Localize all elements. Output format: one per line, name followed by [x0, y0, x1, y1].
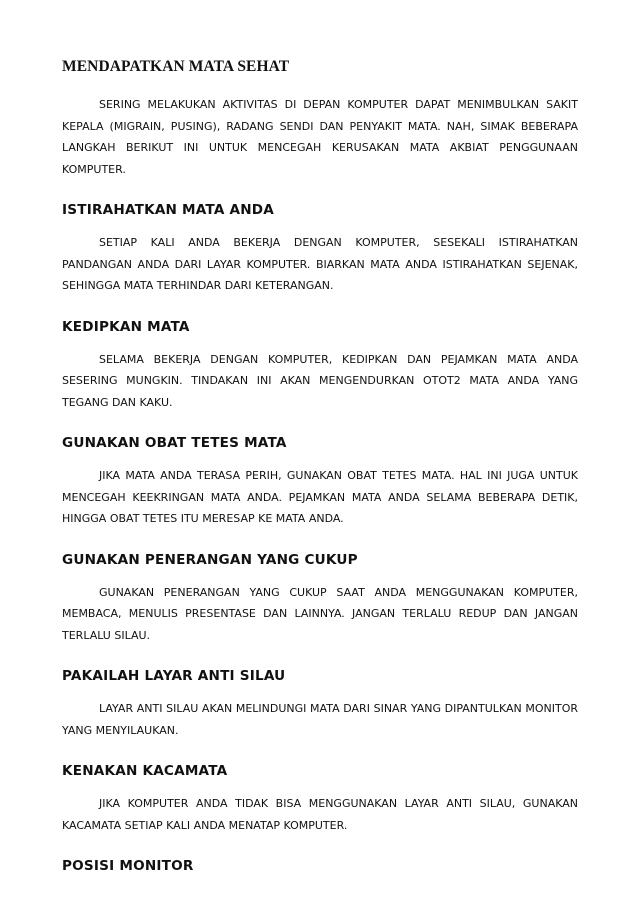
document-title: MENDAPATKAN MATA SEHAT: [62, 58, 290, 75]
section-heading-posisi-monitor: POSISI MONITOR: [62, 858, 194, 874]
section-heading-obat-tetes: GUNAKAN OBAT TETES MATA: [62, 435, 287, 451]
section-body-kacamata: JIKA KOMPUTER ANDA TIDAK BISA MENGGUNAKAN LAYAR ANTI SILAU, GUNAKAN KACAMATA SETIAP KALI ANDA MENATAP KOMPUTER.: [62, 797, 578, 832]
section-heading-istirahatkan: ISTIRAHATKAN MATA ANDA: [62, 202, 275, 218]
section-body-obat-tetes: JIKA MATA ANDA TERASA PERIH, GUNAKAN OBAT TETES MATA. HAL INI JUGA UNTUK MENCEGAH KEEKRINGAN MATA ANDA. PEJAMKAN MATA ANDA SELAMA BEBERAPA DETIK, HINGGA OBAT TETES ITU MERESAP KE MATA ANDA.: [62, 469, 578, 525]
intro-paragraph: SERING MELAKUKAN AKTIVITAS DI DEPAN KOMPUTER DAPAT MENIMBULKAN SAKIT KEPALA (MIGRAIN, PUSING), RADANG SENDI DAN PENYAKIT MATA. NAH, SIMAK BEBERAPA LANGKAH BERIKUT INI UNTUK MENCEGAH KERUSAKAN MATA AKBIAT PENGGUNAAN KOMPUTER.: [62, 98, 578, 176]
section-body-kedipkan: SELAMA BEKERJA DENGAN KOMPUTER, KEDIPKAN DAN PEJAMKAN MATA ANDA SESERING MUNGKIN. TINDAKAN INI AKAN MENGENDURKAN OTOT2 MATA ANDA YANG TEGANG DAN KAKU.: [62, 352, 578, 409]
section-heading-layar-anti-silau: PAKAILAH LAYAR ANTI SILAU: [62, 668, 286, 684]
section-body-layar-anti-silau: LAYAR ANTI SILAU AKAN MELINDUNGI MATA DARI SINAR YANG DIPANTULKAN MONITOR YANG MENYILAUKAN.: [62, 702, 578, 737]
section-body-istirahatkan: SETIAP KALI ANDA BEKERJA DENGAN KOMPUTER, SESEKALI ISTIRAHATKAN PANDANGAN ANDA DARI LAYAR KOMPUTER. BIARKAN MATA ANDA ISTIRAHATKAN SEJENAK, SEHINGGA MATA TERHINDAR DARI KETERANGAN.: [62, 236, 578, 292]
section-heading-kacamata: KENAKAN KACAMATA: [62, 763, 228, 779]
section-body-penerangan: GUNAKAN PENERANGAN YANG CUKUP SAAT ANDA MENGGUNAKAN KOMPUTER, MEMBACA, MENULIS PRESENTASE DAN LAINNYA. JANGAN TERLALU REDUP DAN JANGAN TERLALU SILAU.: [62, 585, 578, 642]
section-heading-kedipkan: KEDIPKAN MATA: [62, 318, 190, 335]
document-page: [62, 58, 578, 888]
section-heading-penerangan: GUNAKAN PENERANGAN YANG CUKUP: [62, 551, 358, 568]
